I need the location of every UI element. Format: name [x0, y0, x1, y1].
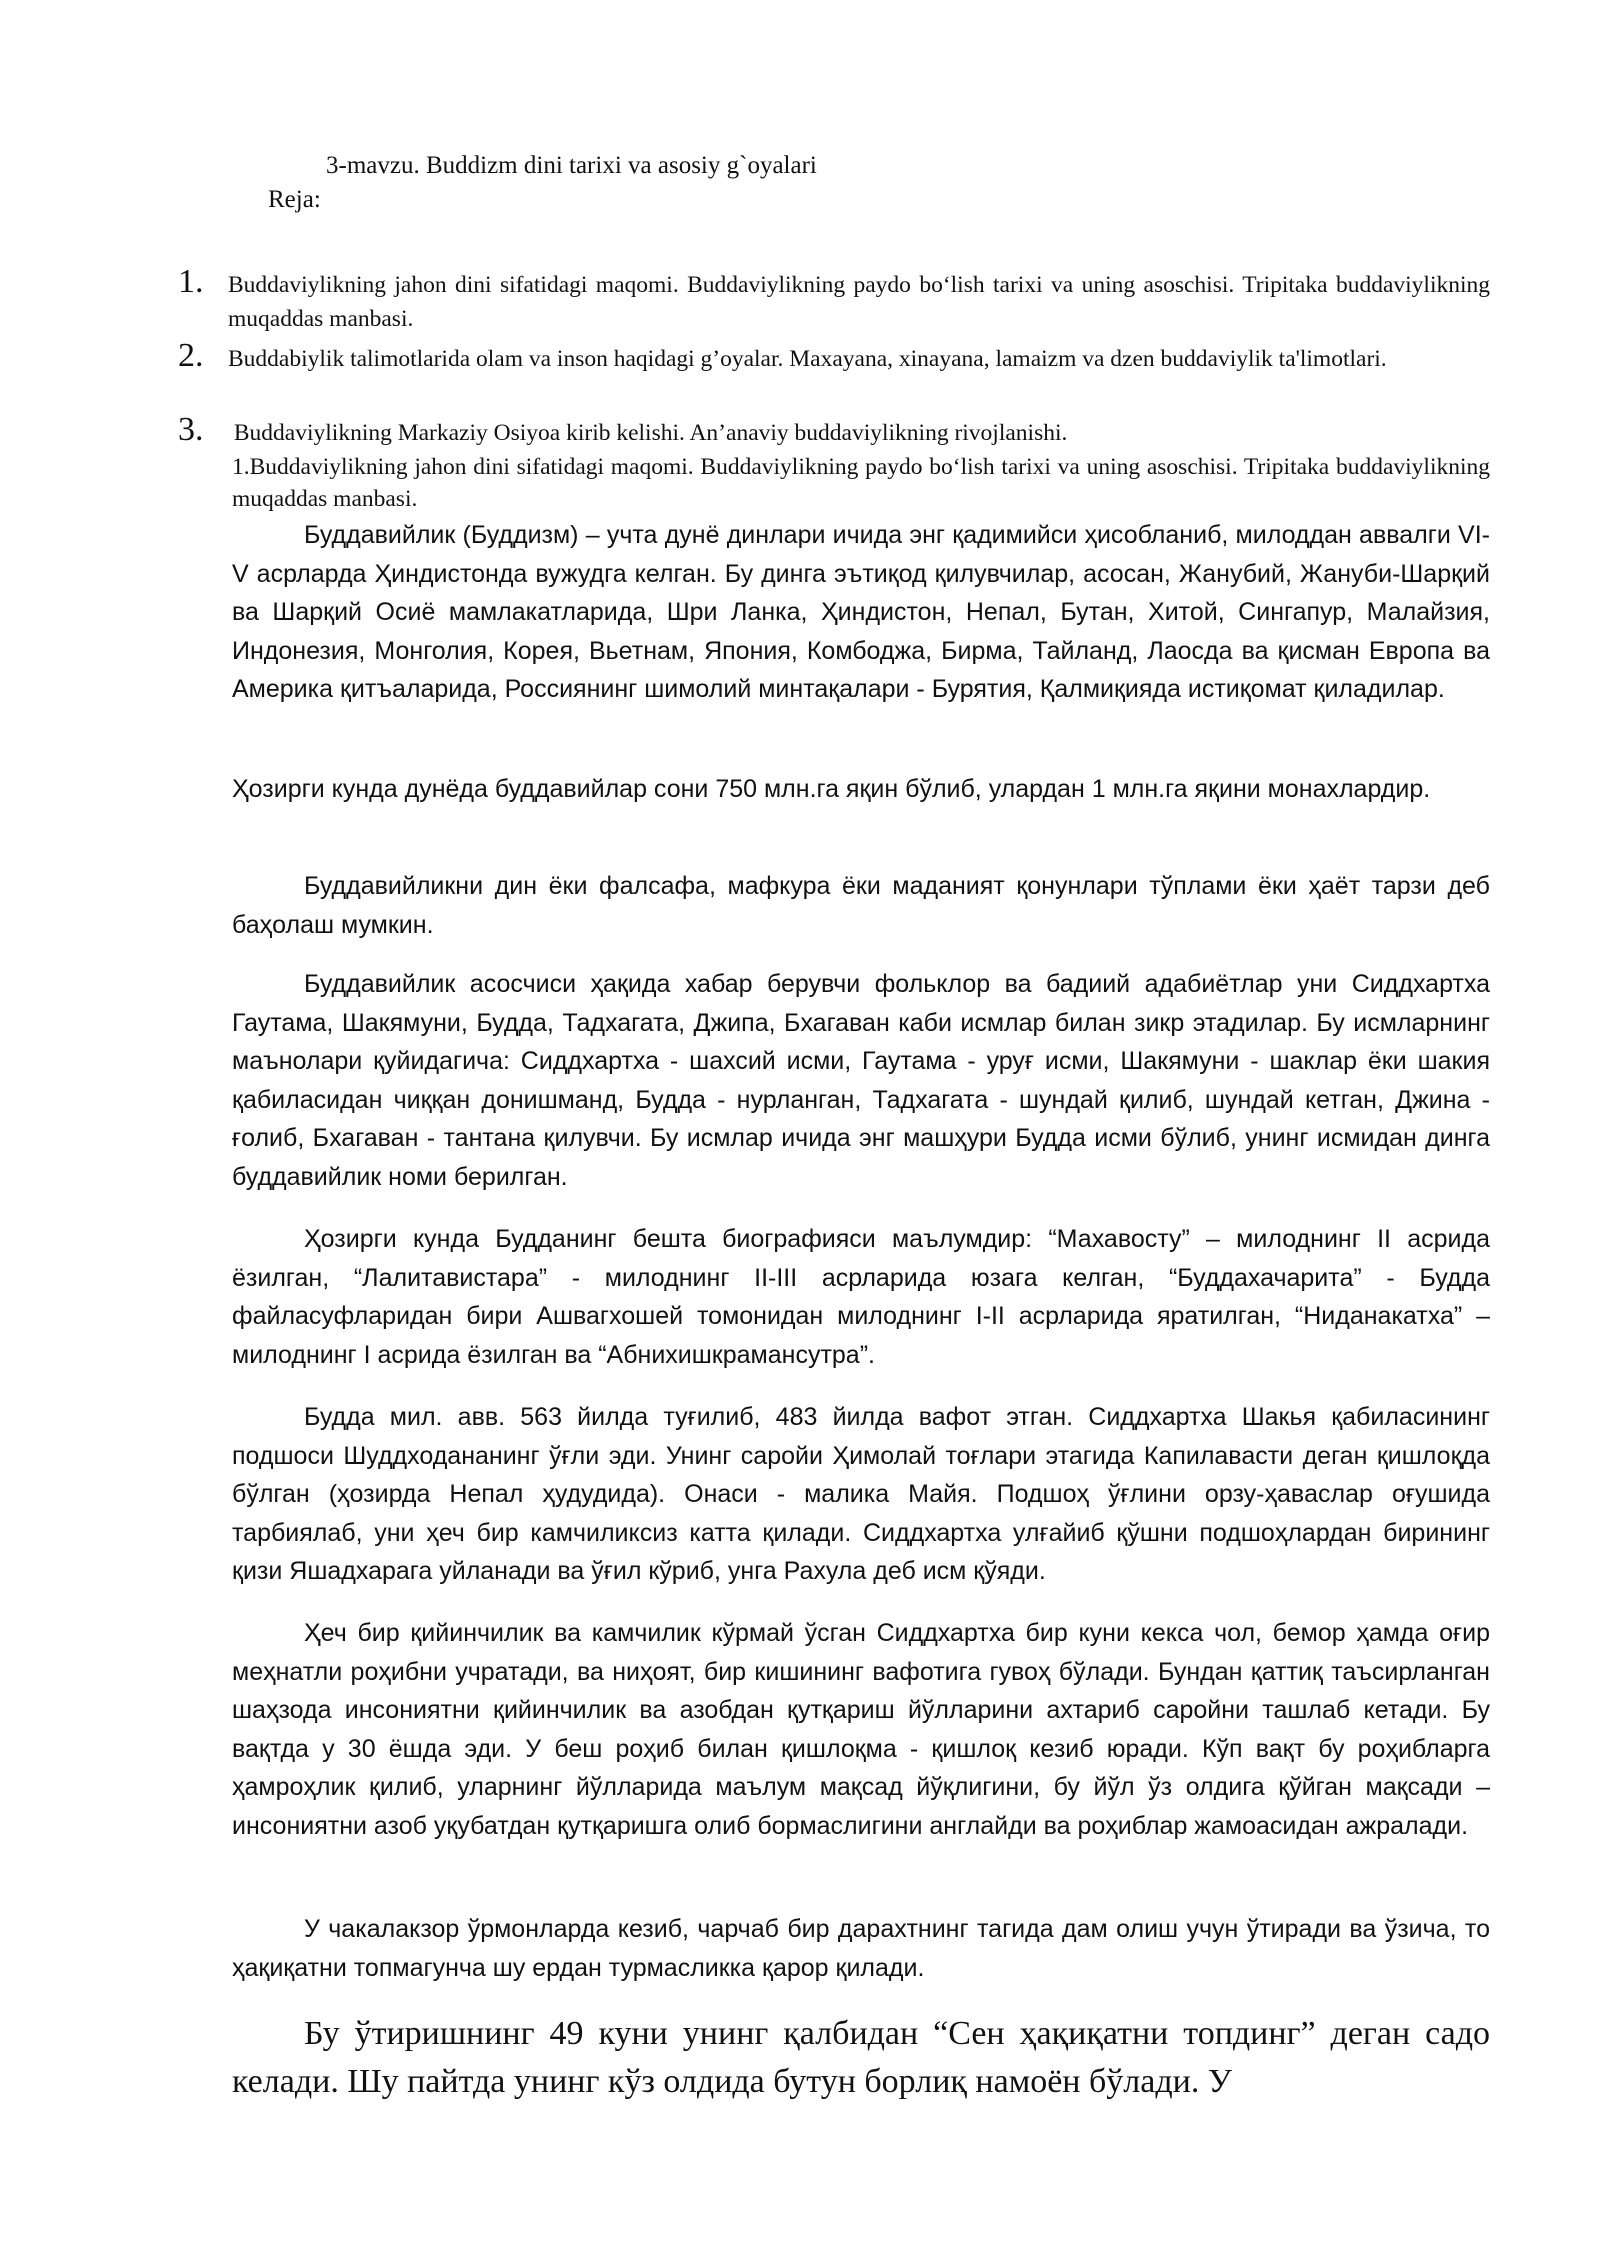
plan-item	[178, 337, 1490, 376]
body-paragraph: Буддавийлик асосчиси ҳақида хабар берувчи фольклор ва бадиий адабиётлар уни Сиддхартха Гаутама, Шакямуни, Будда, Тадхагата, Джипа, Бхагаван каби исмлар билан зикр этадилар. Бу исмларнинг маънолари қуйидагича: Сиддхартха - шахсий исми, Гаутама - уруғ исми, Шакямуни - шаклар ёки шакия қабиласидан чиққан донишманд, Будда - нурланган, Тадхагата - шундай қилиб, шундай кетган, Джина - ғолиб, Бхагаван - тантана қилувчи. Бу исмлар ичида энг машҳури Будда исми бўлиб, унинг исмидан динга буддавийлик номи берилган.	[232, 970, 1490, 1191]
body-paragraph: Ҳозирги кунда дунёда буддавийлар сони 750 млн.га яқин бўлиб, улардан 1 млн.га яқини монахлардир.	[232, 775, 1431, 803]
lesson-title: 3-mavzu. Buddizm dini tarixi va asosiy g`oyalari	[326, 152, 817, 179]
body-paragraph: Будда мил. авв. 563 йилда туғилиб, 483 йилда вафот этган. Сиддхартха Шакья қабиласининг подшоси Шуддходананинг ўғли эди. Унинг саройи Ҳимолай тоғлари этагида Капилавасти деган қишлоқда бўлган (ҳозирда Непал ҳудудида). Онаси - малика Майя. Подшоҳ ўғлини орзу-ҳавaслар оғушида тарбиялаб, уни ҳеч бир камчиликсиз катта қилади. Сиддхартха улғайиб қўшни подшоҳлардан бирининг қизи Яшадхарага уйланади ва ўғил кўриб, унга Рахула деб исм қўяди.	[232, 1403, 1490, 1585]
plan-item-text: Buddaviylikning Markaziy Osiyoa kirib kelishi. An’anaviy buddaviylikning rivojlanishi.	[228, 420, 1068, 446]
body-paragraph: Буддавийликни дин ёки фалсафа, мафкура ёки маданият қонунлари тўплами ёки ҳаёт тарзи деб баҳолаш мумкин.	[232, 872, 1490, 939]
plan-item	[178, 411, 1490, 450]
plan-label: Reja:	[268, 186, 321, 213]
plan-item-text: Buddaviylikning jahon dini sifatidagi maqomi. Buddaviylikning paydo bo‘lish tarixi va uning asoschisi. Tripitaka buddaviylikning muqaddas manbasi.	[228, 272, 1490, 332]
body-paragraph: Буддавийлик (Буддизм) – учта дунё динлари ичида энг қадимийси ҳисобланиб, милоддан аввалги VI-V асрларда Ҳиндистонда вужудга келган. Бу динга эътиқод қилувчилар, асосан, Жанубий, Жануби-Шарқий ва Шарқий Осиё мамлакатларида, Шри Ланка, Ҳиндистон, Непал, Бутан, Хитой, Сингапур, Малайзия, Индонезия, Монголия, Корея, Вьетнам, Япония, Комбоджа, Бирма, Тайланд, Лаосда ва қисман Европа ва Америка қитъаларида, Россиянинг шимолий минтақалари - Бурятия, Қалмиқияда истиқомат қиладилар.	[232, 521, 1490, 703]
section-heading: 1.Buddaviylikning jahon dini sifatidagi maqomi. Buddaviylikning paydo bo‘lish tarixi va uning asoschisi. Tripitaka buddaviylikning muqaddas manbasi.	[232, 454, 1490, 512]
plan-item-number: 3.	[178, 411, 204, 448]
plan-item-number: 2.	[178, 337, 204, 374]
body-paragraph: Ҳозирги кунда Будданинг бешта биографияси маълумдир: “Махавосту” – милоднинг II асрида ёзилган, “Лалитавистара” - милоднинг II-III асрларида юзага келган, “Буддахачарита” - Будда файласуфларидан бири Ашвагхошей томонидан милоднинг I-II асрларида яратилган, “Ниданакатха” – милоднинг I асрида ёзилган ва “Абнихишкрамансутра”.	[232, 1225, 1490, 1369]
plan-item-number: 1.	[178, 263, 204, 300]
body-paragraph: Бу ўтиришнинг 49 куни унинг қалбидан “Сен ҳақиқатни топдинг” деган садо келади. Шу пайтда унинг кўз олдида бутун борлиқ намоён бўлади. У	[232, 2015, 1490, 2100]
plan-item-text: Buddabiylik talimotlarida olam va inson haqidagi g’oyalar. Maxayana, xinayana, lamaizm va dzen buddaviylik ta'limotlari.	[228, 346, 1387, 372]
body-paragraph: Ҳеч бир қийинчилик ва камчилик кўрмай ўсган Сиддхартха бир куни кекса чол, бемор ҳамда оғир меҳнатли роҳибни учратади, ва ниҳоят, бир кишининг вафотига гувоҳ бўлади. Бундан қаттиқ таъсирланган шаҳзода инсониятни қийинчилик ва азобдан қутқариш йўлларини ахтариб саройни ташлаб кетади. Бу вақтда у 30 ёшда эди. У беш роҳиб билан қишлоқма - қишлоқ кезиб юради. Кўп вақт бу роҳибларга ҳамроҳлик қилиб, уларнинг йўлларида маълум мақсад йўқлигини, бу йўл ўз олдига қўйган мақсади – инсониятни азоб уқубатдан қутқаришга олиб бормаслигини англайди ва роҳиблар жамоасидан ажралади.	[232, 1619, 1490, 1840]
body-paragraph: У чакалакзор ўрмонларда кезиб, чарчаб бир дарахтнинг тагида дам олиш учун ўтиради ва ўзича, то ҳақиқатни топмагунча шу ердан турмасликка қарор қилади.	[232, 1915, 1490, 1982]
plan-item	[178, 263, 1490, 336]
